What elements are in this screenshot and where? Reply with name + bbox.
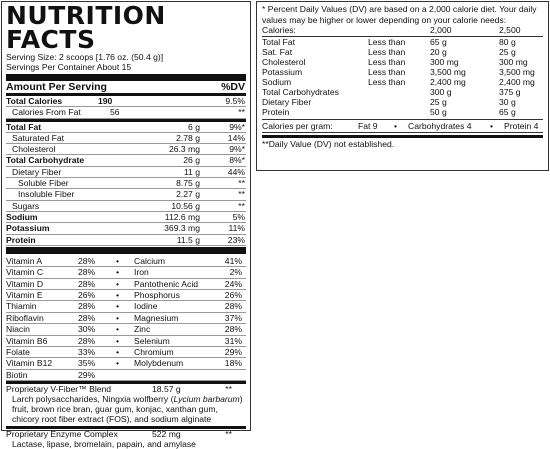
nutrient-amount: 8.75 g xyxy=(176,178,200,189)
calories-row xyxy=(6,96,246,107)
mineral-name: Molybdenum xyxy=(134,358,184,369)
nutrient-row xyxy=(6,223,246,234)
nutrient-dv: ** xyxy=(238,178,245,189)
daily-values-footnote-panel xyxy=(256,1,549,171)
fiber-blend-amount: 18.57 g xyxy=(152,384,181,395)
calories-fat-row xyxy=(6,107,246,118)
vitamin-dv: 28% xyxy=(78,335,96,346)
vitamin-name: Vitamin C xyxy=(6,267,44,278)
nutrient-name: Saturated Fat xyxy=(12,132,65,143)
vitamin-dv: 28% xyxy=(78,312,96,323)
dv-footnote-intro: * Percent Daily Values (DV) are based on a 2,000 calorie diet. Your daily values may be higher or lower depending on your calorie needs: xyxy=(262,4,537,25)
bullet-separator: • xyxy=(116,255,120,266)
nutrient-name: Soluble Fiber xyxy=(18,178,69,189)
bullet-separator: • xyxy=(116,312,120,323)
dv-ref-comparator: Less than xyxy=(368,47,406,57)
nutrient-name: Protein xyxy=(6,234,36,245)
dv-ref-2500: 300 mg xyxy=(499,57,528,67)
bullet-separator: • xyxy=(116,358,120,369)
vitamin-row xyxy=(6,256,246,267)
servings-per-container: Servings Per Container About 15 xyxy=(6,62,132,72)
nutrient-amount: 112.6 mg xyxy=(164,211,200,222)
nutrient-row xyxy=(6,144,246,155)
bullet-separator: • xyxy=(116,335,120,346)
dv-ref-2000: 2,400 mg xyxy=(430,77,466,87)
vitamin-row xyxy=(6,313,246,324)
vitamin-name: Folate xyxy=(6,346,30,357)
nutrient-dv: 5% xyxy=(232,211,245,222)
dv-ref-2000: 300 mg xyxy=(430,57,459,67)
dv-ref-name: Sat. Fat xyxy=(262,47,293,57)
fiber-blend-section xyxy=(6,384,246,424)
vitamin-dv: 33% xyxy=(78,346,96,357)
nutrient-dv: 11% xyxy=(228,223,245,234)
nutrient-name: Insoluble Fiber xyxy=(18,189,75,200)
nutrient-amount: 369.3 mg xyxy=(164,223,200,234)
vitamin-name: Niacin xyxy=(6,324,30,335)
dv-ref-2000: 65 g xyxy=(430,37,447,47)
dv-ref-2500: 65 g xyxy=(499,107,516,117)
dv-ref-2500: 30 g xyxy=(499,97,516,107)
vitamin-row xyxy=(6,358,246,369)
mineral-name: Iodine xyxy=(134,301,158,312)
vitamin-row xyxy=(6,347,246,358)
col-2000-label: 2,000 xyxy=(430,25,452,35)
dv-reference-row xyxy=(262,77,543,87)
label-title: NUTRITION FACTS xyxy=(6,1,166,54)
vitamin-row xyxy=(6,267,246,278)
nutrient-row xyxy=(6,189,246,200)
nutrient-dv: ** xyxy=(238,189,245,200)
vitamin-dv: 30% xyxy=(78,324,96,335)
mineral-name: Iron xyxy=(134,267,149,278)
dv-header-label: %DV xyxy=(221,81,245,93)
mineral-name: Magnesium xyxy=(134,312,179,323)
nutrient-name: Sodium xyxy=(6,211,38,222)
vitamin-dv: 28% xyxy=(78,278,96,289)
vitamin-row xyxy=(6,279,246,290)
nutrient-row xyxy=(6,212,246,223)
dv-ref-2000: 50 g xyxy=(430,107,447,117)
mineral-dv: 18% xyxy=(224,358,242,369)
amount-header xyxy=(6,81,246,93)
per-gram-carbs: Carbohydrates 4 xyxy=(408,121,472,131)
nutrition-facts-panel xyxy=(1,1,251,449)
nutrient-amount: 6 g xyxy=(188,121,200,132)
nutrient-row xyxy=(6,155,246,166)
dv-ref-2000: 25 g xyxy=(430,97,447,107)
dv-reference-row xyxy=(262,87,543,97)
dv-ref-comparator: Less than xyxy=(368,37,406,47)
vitamin-name: Vitamin A xyxy=(6,255,43,266)
dv-reference-row xyxy=(262,107,543,117)
fiber-blend-ingredients: Larch polysaccharides, Ningxia wolfberry (Lycium barbarum) fruit, brown rice bran, guar gum, konjac, xanthan gum, chicory root fiber extract (FOS), and sodium alginate xyxy=(12,394,243,425)
calories-header-label: Calories: xyxy=(262,25,296,35)
mineral-name: Pantothenic Acid xyxy=(134,278,199,289)
vitamin-row xyxy=(6,336,246,347)
mineral-dv: 41% xyxy=(224,255,242,266)
dv-reference-row xyxy=(262,37,543,47)
dv-reference-row xyxy=(262,57,543,67)
vitamin-dv: 26% xyxy=(78,290,96,301)
nutrient-amount: 26.3 mg xyxy=(168,144,200,155)
dv-ref-name: Potassium xyxy=(262,67,303,77)
nutrient-amount: 11 g xyxy=(183,166,200,177)
nutrient-amount: 11.5 g xyxy=(176,234,200,245)
nutrient-dv: 14% xyxy=(227,132,245,143)
dv-reference-row xyxy=(262,67,543,77)
dv-ref-2500: 80 g xyxy=(499,37,516,47)
calories-dv: 9.5% xyxy=(225,96,245,106)
dv-ref-2000: 3,500 mg xyxy=(430,67,466,77)
bullet-separator: • xyxy=(116,278,120,289)
bullet-separator: • xyxy=(116,324,120,335)
dv-ref-2500: 2,400 mg xyxy=(499,77,535,87)
dv-ref-name: Total Fat xyxy=(262,37,295,47)
mineral-name: Calcium xyxy=(134,255,166,266)
nutrient-row xyxy=(6,201,246,212)
dv-ref-name: Total Carbohydrates xyxy=(262,87,339,97)
nutrient-amount: 26 g xyxy=(183,155,200,166)
vitamin-row xyxy=(6,324,246,335)
dv-reference-table xyxy=(262,37,543,117)
mineral-dv: 28% xyxy=(224,324,242,335)
thick-divider xyxy=(6,247,246,254)
nutrient-dv: 9%* xyxy=(229,121,245,132)
dv-ref-2500: 375 g xyxy=(499,87,521,97)
dv-ref-name: Protein xyxy=(262,107,290,117)
per-gram-protein: Protein 4 xyxy=(504,121,539,131)
nutrient-name: Potassium xyxy=(6,223,50,234)
vitamin-name: Biotin xyxy=(6,369,28,380)
mineral-name: Zinc xyxy=(134,324,151,335)
enzyme-complex-section xyxy=(6,429,246,449)
mineral-name: Chromium xyxy=(134,346,174,357)
thick-divider xyxy=(6,74,246,81)
calories-fat-dv: ** xyxy=(238,107,245,118)
nutrient-dv: 9%* xyxy=(229,144,245,155)
mineral-dv: 28% xyxy=(224,301,242,312)
vitamin-name: Vitamin E xyxy=(6,290,43,301)
dv-ref-name: Dietary Fiber xyxy=(262,97,312,107)
vitamin-dv: 28% xyxy=(78,301,96,312)
nutrient-amount: 2.78 g xyxy=(176,132,200,143)
serving-size: Serving Size: 2 scoops [1.76 oz. (50.4 g)] xyxy=(6,52,164,62)
dv-ref-2500: 25 g xyxy=(499,47,516,57)
mineral-name: Phosphorus xyxy=(134,290,180,301)
vitamin-row xyxy=(6,301,246,312)
nutrient-row xyxy=(6,178,246,189)
mineral-name: Selenium xyxy=(134,335,170,346)
vitamin-row xyxy=(6,370,246,381)
dv-ref-name: Cholesterol xyxy=(262,57,306,67)
dv-ref-comparator: Less than xyxy=(368,77,406,87)
nutrient-row xyxy=(6,167,246,178)
nutrient-amount: 10.56 g xyxy=(171,200,200,211)
fiber-blend-name: Proprietary V-Fiber™ Blend xyxy=(6,384,112,395)
vitamin-dv: 28% xyxy=(78,255,96,266)
bullet-separator: • xyxy=(116,290,120,301)
enzyme-complex-dv: ** xyxy=(225,429,232,440)
calories-label: Total Calories xyxy=(6,96,63,106)
nutrient-name: Total Carbohydrate xyxy=(6,155,85,166)
nutrient-dv: 8%* xyxy=(229,155,245,166)
vitamin-name: Vitamin B6 xyxy=(6,335,48,346)
enzyme-complex-amount: 522 mg xyxy=(152,429,181,440)
calories-header-row xyxy=(262,25,543,37)
nutrient-name: Total Fat xyxy=(6,121,42,132)
enzyme-complex-name: Proprietary Enzyme Complex xyxy=(6,429,118,440)
vitamin-mineral-table xyxy=(6,256,246,381)
nutrient-dv: 23% xyxy=(227,234,245,245)
amount-per-serving-label: Amount Per Serving xyxy=(6,81,107,93)
nutrient-row xyxy=(6,133,246,144)
nutrient-name: Dietary Fiber xyxy=(12,166,62,177)
per-gram-label: Calories per gram: xyxy=(262,121,333,131)
calories-fat-label: Calories From Fat xyxy=(12,107,81,118)
vitamin-dv: 29% xyxy=(78,369,96,380)
calories-value: 190 xyxy=(98,96,113,106)
dv-ref-2500: 3,500 mg xyxy=(499,67,535,77)
mineral-dv: 37% xyxy=(224,312,242,323)
mineral-dv: 26% xyxy=(224,290,242,301)
fiber-blend-dv: ** xyxy=(225,384,232,395)
vitamin-name: Riboflavin xyxy=(6,312,44,323)
dv-reference-row xyxy=(262,97,543,107)
dv-ref-comparator: Less than xyxy=(368,67,406,77)
bullet-separator: • xyxy=(116,346,120,357)
mineral-dv: 2% xyxy=(229,267,242,278)
dv-ref-comparator: Less than xyxy=(368,57,406,67)
nutrient-row xyxy=(6,235,246,246)
vitamin-dv: 35% xyxy=(78,358,96,369)
mineral-dv: 29% xyxy=(224,346,242,357)
calories-per-gram-row: Calories per gram: Fat 9 • Carbohydrates 4 • Protein 4 xyxy=(262,119,543,133)
dv-not-established-note: **Daily Value (DV) not established. xyxy=(262,139,395,149)
dv-ref-2000: 20 g xyxy=(430,47,447,57)
nutrient-name: Cholesterol xyxy=(12,144,56,155)
nutrient-dv: 44% xyxy=(227,166,245,177)
nutrient-name: Sugars xyxy=(12,200,40,211)
dv-ref-2000: 300 g xyxy=(430,87,452,97)
dv-reference-row xyxy=(262,47,543,57)
mineral-dv: 31% xyxy=(224,335,242,346)
vitamin-name: Vitamin B12 xyxy=(6,358,53,369)
bullet-separator: • xyxy=(116,301,120,312)
enzyme-complex-ingredients: Lactase, lipase, bromelain, papain, and amylase xyxy=(12,439,196,449)
nutrient-list xyxy=(6,122,246,246)
dv-ref-name: Sodium xyxy=(262,77,292,87)
per-gram-fat: Fat 9 xyxy=(358,121,378,131)
nutrient-dv: ** xyxy=(238,200,245,211)
calories-fat-value: 56 xyxy=(110,107,120,118)
nutrient-amount: 2.27 g xyxy=(176,189,200,200)
vitamin-dv: 28% xyxy=(78,267,96,278)
bullet-separator: • xyxy=(116,267,120,278)
vitamin-name: Vitamin D xyxy=(6,278,44,289)
mineral-dv: 24% xyxy=(224,278,242,289)
vitamin-row xyxy=(6,290,246,301)
nutrient-row xyxy=(6,122,246,133)
col-2500-label: 2,500 xyxy=(499,25,521,35)
vitamin-name: Thiamin xyxy=(6,301,37,312)
